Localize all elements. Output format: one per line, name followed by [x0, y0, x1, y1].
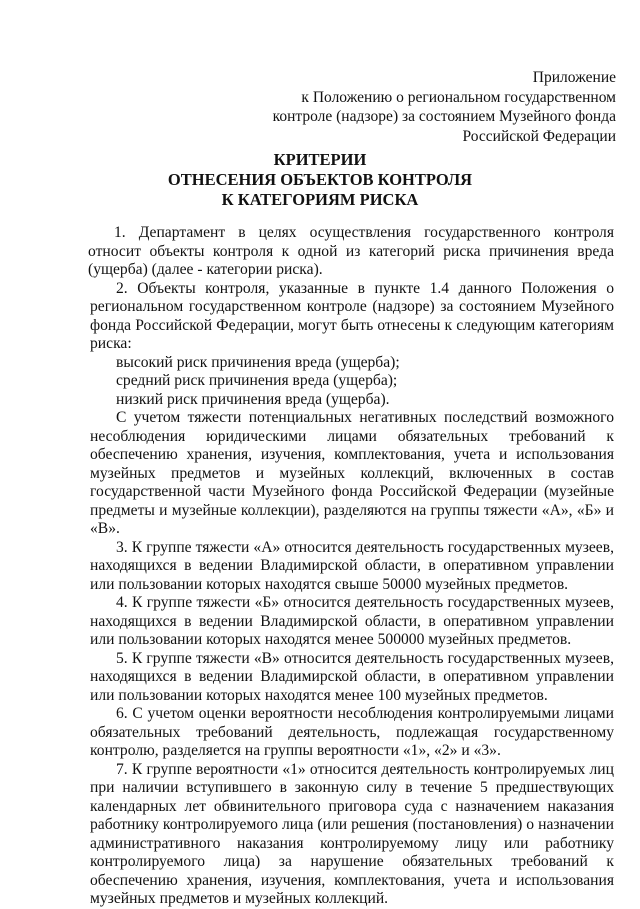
risk-category-low: низкий риск причинения вреда (ущерба). — [116, 390, 390, 408]
paragraph-1: 1. Департамент в целях осуществления государственного контроля относит объекты контроля к одной из категорий риска причинения вреда (ущерба) (далее - категории риска). — [88, 224, 614, 278]
document-title — [0, 150, 640, 210]
appendix-line-1: Приложение — [532, 69, 616, 86]
risk-category-medium: средний риск причинения вреда (ущерба); — [116, 372, 398, 389]
appendix-line-2: к Положению о региональном государственном — [301, 88, 616, 106]
document-body — [90, 224, 614, 909]
title-line-3: К КАТЕГОРИЯМ РИСКА — [221, 190, 419, 209]
paragraph-6: 6. С учетом оценки вероятности несоблюдения контролируемыми лицами обязательных требований деятельность, подлежащая государственному контролю, разделяется на группы вероятности «1», «2» и «3». — [90, 705, 614, 759]
paragraph-severity-groups: С учетом тяжести потенциальных негативных последствий возможного несоблюдения юридическими лицами обязательных требований к обеспечению хранения, изучения, комплектования, учета и использования музейных предметов и музейных коллекций, включенных в состав государственной части Музейного фонда Российской Федерации (музейные предметы и музейные коллекции), разделяются на группы тяжести «А», «Б» и «В». — [90, 409, 614, 537]
paragraph-2: 2. Объекты контроля, указанные в пункте 1.4 данного Положения о региональном государственном контроле (надзоре) за состоянием Музейного фонда Российской Федерации, могут быть отнесены к следующим категориям риска: — [90, 279, 614, 352]
paragraph-7: 7. К группе вероятности «1» относится деятельность контролируемых лиц при наличии вступившего в законную силу в течение 5 предшествующих календарных лет обвинительного приговора суда с назначением наказания работнику контролируемого лица (или решения (постановления) о назначении административного наказания контролируемому лицу или работнику контролируемого лица) за нарушение обязательных требований к обеспечению хранения, изучения, комплектования, учета и использования музейных предметов и музейных коллекций. — [90, 760, 614, 907]
paragraph-4: 4. К группе тяжести «Б» относится деятельность государственных музеев, находящихся в ведении Владимирской области, в оперативном управлении или пользовании которых находятся менее 500000 музейных предметов. — [90, 594, 614, 648]
title-line-2: ОТНЕСЕНИЯ ОБЪЕКТОВ КОНТРОЛЯ — [167, 170, 473, 189]
paragraph-3: 3. К группе тяжести «А» относится деятельность государственных музеев, находящихся в ведении Владимирской области, в оперативном управлении или пользовании которых находятся свыше 50000 музейных предметов. — [90, 538, 614, 593]
appendix-header — [273, 68, 616, 146]
appendix-line-3: контроле (надзоре) за состоянием Музейного фонда — [272, 108, 616, 125]
title-line-1: КРИТЕРИИ — [273, 150, 367, 169]
paragraph-5: 5. К группе тяжести «В» относится деятельность государственных музеев, находящихся в ведении Владимирской области, в оперативном управлении или пользовании которых находятся менее 100 музейных предметов. — [90, 649, 614, 704]
risk-category-high: высокий риск причинения вреда (ущерба); — [116, 353, 400, 371]
appendix-line-4: Российской Федерации — [462, 127, 616, 145]
